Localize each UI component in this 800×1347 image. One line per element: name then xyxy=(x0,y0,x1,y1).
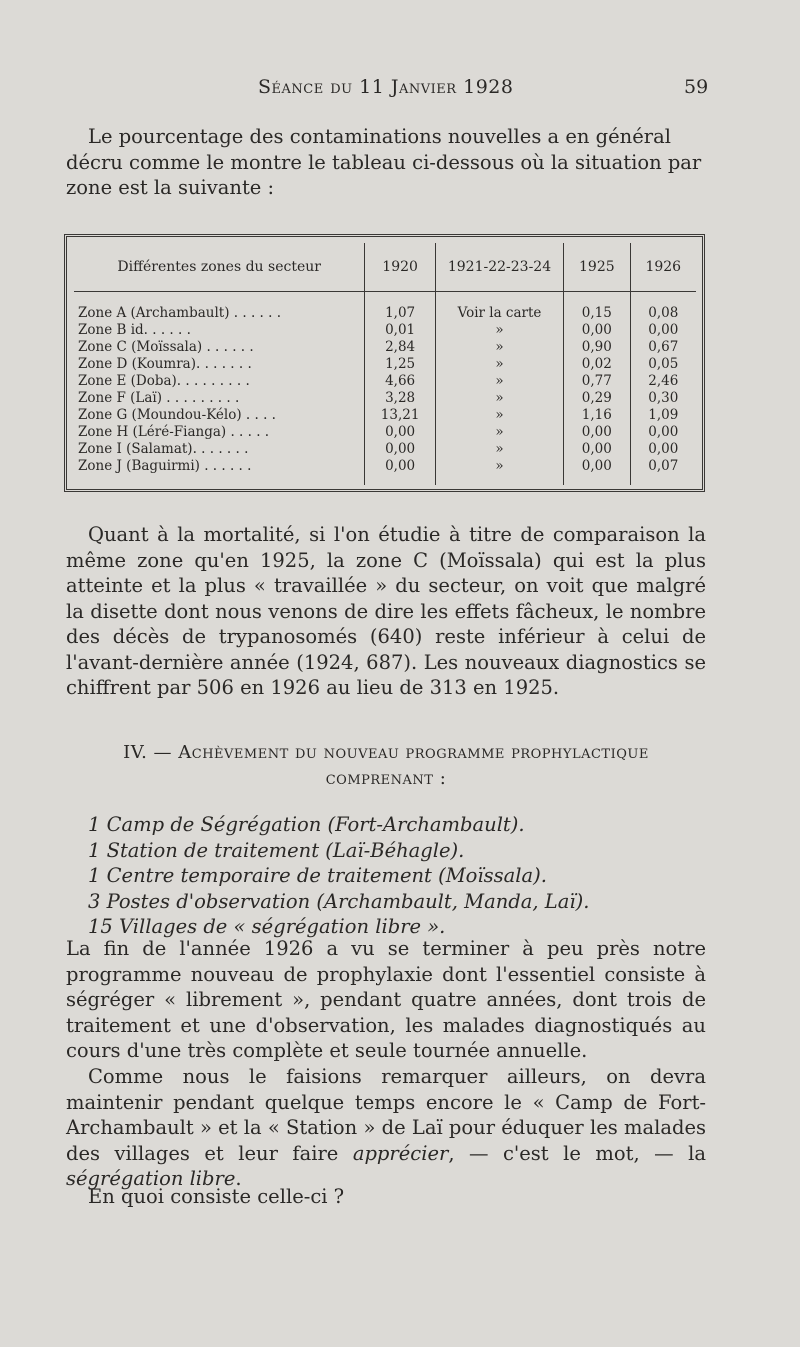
value-1920: 1,25 xyxy=(365,356,436,373)
zone-cell: Zone C (Moïssala) . . . . . . xyxy=(74,339,365,356)
section-heading-line2: comprenant : xyxy=(325,768,447,789)
zone-cell: Zone F (Laï) . . . . . . . . . xyxy=(74,390,365,407)
table-row xyxy=(74,339,696,356)
value-1920: 1,07 xyxy=(365,305,436,322)
running-header xyxy=(0,76,800,102)
value-1925: 1,16 xyxy=(564,407,630,424)
table-row xyxy=(74,322,696,339)
camp-emphasis-apprecier: apprécier xyxy=(352,1141,449,1165)
value-1920: 4,66 xyxy=(365,373,436,390)
list-item: 1 Centre temporaire de traitement (Moïssala). xyxy=(88,864,547,887)
camp-emphasis-segregation: ségrégation libre xyxy=(66,1167,236,1190)
value-1926: 0,67 xyxy=(648,339,679,356)
value-1920: 0,01 xyxy=(365,322,436,339)
table-row xyxy=(74,390,696,407)
table-row xyxy=(74,356,696,373)
mortality-paragraph: Quant à la mortalité, si l'on étudie à titre de comparaison la même zone qu'en 1925, la zone C (Moïssala) qui est la plus atteinte et la plus « travaillée » du secteur, on voit que malgré la disette dont nous venons de dire les effets fâcheux, le nombre des décès de trypanosomés (640) reste inférieur à celui de l'avant-dernière année (1924, 687). Les nouveaux diagnostics se chiffrent par 506 en 1926 au lieu de 313 en 1925. xyxy=(66,523,706,699)
zone-cell: Zone I (Salamat). . . . . . . xyxy=(74,441,365,458)
program-list xyxy=(88,812,708,940)
value-1921-24: » xyxy=(435,424,563,441)
value-1921-24: » xyxy=(435,390,563,407)
value-1925: 0,77 xyxy=(564,373,630,390)
value-1925: 0,02 xyxy=(564,356,630,373)
value-1926: 0,00 xyxy=(648,424,679,441)
value-1921-24: » xyxy=(435,356,563,373)
value-1921-24: » xyxy=(435,459,563,485)
zone-cell: Zone D (Koumra). . . . . . . xyxy=(74,356,365,373)
header-1926: 1926 xyxy=(630,243,696,292)
value-1925: 0,29 xyxy=(564,390,630,407)
zone-cell: Zone A (Archambault) . . . . . . xyxy=(74,305,365,322)
zone-cell: Zone B id. . . . . . xyxy=(74,322,365,339)
section-heading xyxy=(66,740,706,792)
camp-paragraph xyxy=(66,1064,706,1192)
zone-cell: Zone H (Léré-Fianga) . . . . . xyxy=(74,424,365,441)
zone-cell: Zone J (Baguirmi) . . . . . . xyxy=(74,459,365,485)
table-row xyxy=(74,441,696,458)
value-1920: 13,21 xyxy=(365,407,436,424)
table-row xyxy=(74,424,696,441)
value-1926: 0,00 xyxy=(648,322,679,339)
value-1921-24: » xyxy=(435,407,563,424)
list-item: 1 Camp de Ségrégation (Fort-Archambault). xyxy=(88,813,525,836)
section-heading-line1: IV. — Achèvement du nouveau programme prophylactique xyxy=(123,742,649,763)
program-paragraph: La fin de l'année 1926 a vu se terminer à peu près notre programme nouveau de prophylaxie dont l'essentiel consiste à ségréger « librement », pendant quatre années, dont trois de traitement et une d'observation, les malades diagnostiqués au cours d'une très complète et seule tournée annuelle. xyxy=(66,937,706,1062)
camp-text-start: Comme nous le faisions remarquer ailleurs, on devra maintenir pendant quelque temps encore le « Camp de Fort-Archambault » et la « Station » de Laï pour éduquer les malades des villages et leur faire xyxy=(66,1065,706,1165)
intro-paragraph: Le pourcentage des contaminations nouvelles a en général décru comme le montre le tableau ci-dessous où la situation par zone est la suivante : xyxy=(66,125,702,199)
camp-text-end: . xyxy=(235,1167,242,1190)
page-number: 59 xyxy=(684,76,709,98)
value-1925: 0,00 xyxy=(564,424,630,441)
header-1925: 1925 xyxy=(564,243,630,292)
table-header-row xyxy=(74,243,696,292)
zone-cell: Zone G (Moundou-Kélo) . . . . xyxy=(74,407,365,424)
value-1926: 0,05 xyxy=(648,356,679,373)
value-1921-24: » xyxy=(435,322,563,339)
header-1921-24: 1921-22-23-24 xyxy=(435,243,563,292)
value-1921-24: » xyxy=(435,339,563,356)
value-1925: 0,90 xyxy=(564,339,630,356)
value-1926: 0,30 xyxy=(648,390,679,407)
value-1920: 0,00 xyxy=(365,459,436,485)
value-1926: 0,07 xyxy=(648,457,679,474)
value-1925: 0,00 xyxy=(564,322,630,339)
value-1920: 0,00 xyxy=(365,424,436,441)
value-1921-24: » xyxy=(435,373,563,390)
table-row xyxy=(74,305,696,322)
camp-text-mid: , — c'est le mot, — la xyxy=(448,1141,706,1165)
value-1926: 0,00 xyxy=(648,441,679,458)
value-1925: 0,00 xyxy=(564,459,630,485)
table-row xyxy=(74,407,696,424)
value-1920: 3,28 xyxy=(365,390,436,407)
table-row xyxy=(74,373,696,390)
header-zones: Différentes zones du secteur xyxy=(74,243,365,292)
contamination-table-frame xyxy=(64,234,705,492)
value-1926: 0,08 xyxy=(648,305,679,321)
value-1920: 2,84 xyxy=(365,339,436,356)
value-1921-24: Voir la carte xyxy=(435,305,563,322)
value-1926: 1,09 xyxy=(648,407,679,424)
list-item: 1 Station de traitement (Laï-Béhagle). xyxy=(88,838,465,862)
value-1925: 0,00 xyxy=(564,441,630,458)
header-title: Séance du 11 Janvier 1928 xyxy=(258,76,514,98)
contamination-table xyxy=(74,243,696,485)
list-item: 3 Postes d'observation (Archambault, Manda, Laï). xyxy=(88,889,590,913)
header-1920: 1920 xyxy=(365,243,436,292)
value-1925: 0,15 xyxy=(564,305,630,322)
closing-question: En quoi consiste celle-ci ? xyxy=(88,1185,345,1208)
value-1921-24: » xyxy=(435,441,563,458)
table-row xyxy=(74,459,696,485)
table-spacer xyxy=(74,292,696,306)
list-item: 15 Villages de « ségrégation libre ». xyxy=(88,915,446,938)
value-1920: 0,00 xyxy=(365,441,436,458)
value-1926: 2,46 xyxy=(648,373,679,390)
zone-cell: Zone E (Doba). . . . . . . . . xyxy=(74,373,365,390)
